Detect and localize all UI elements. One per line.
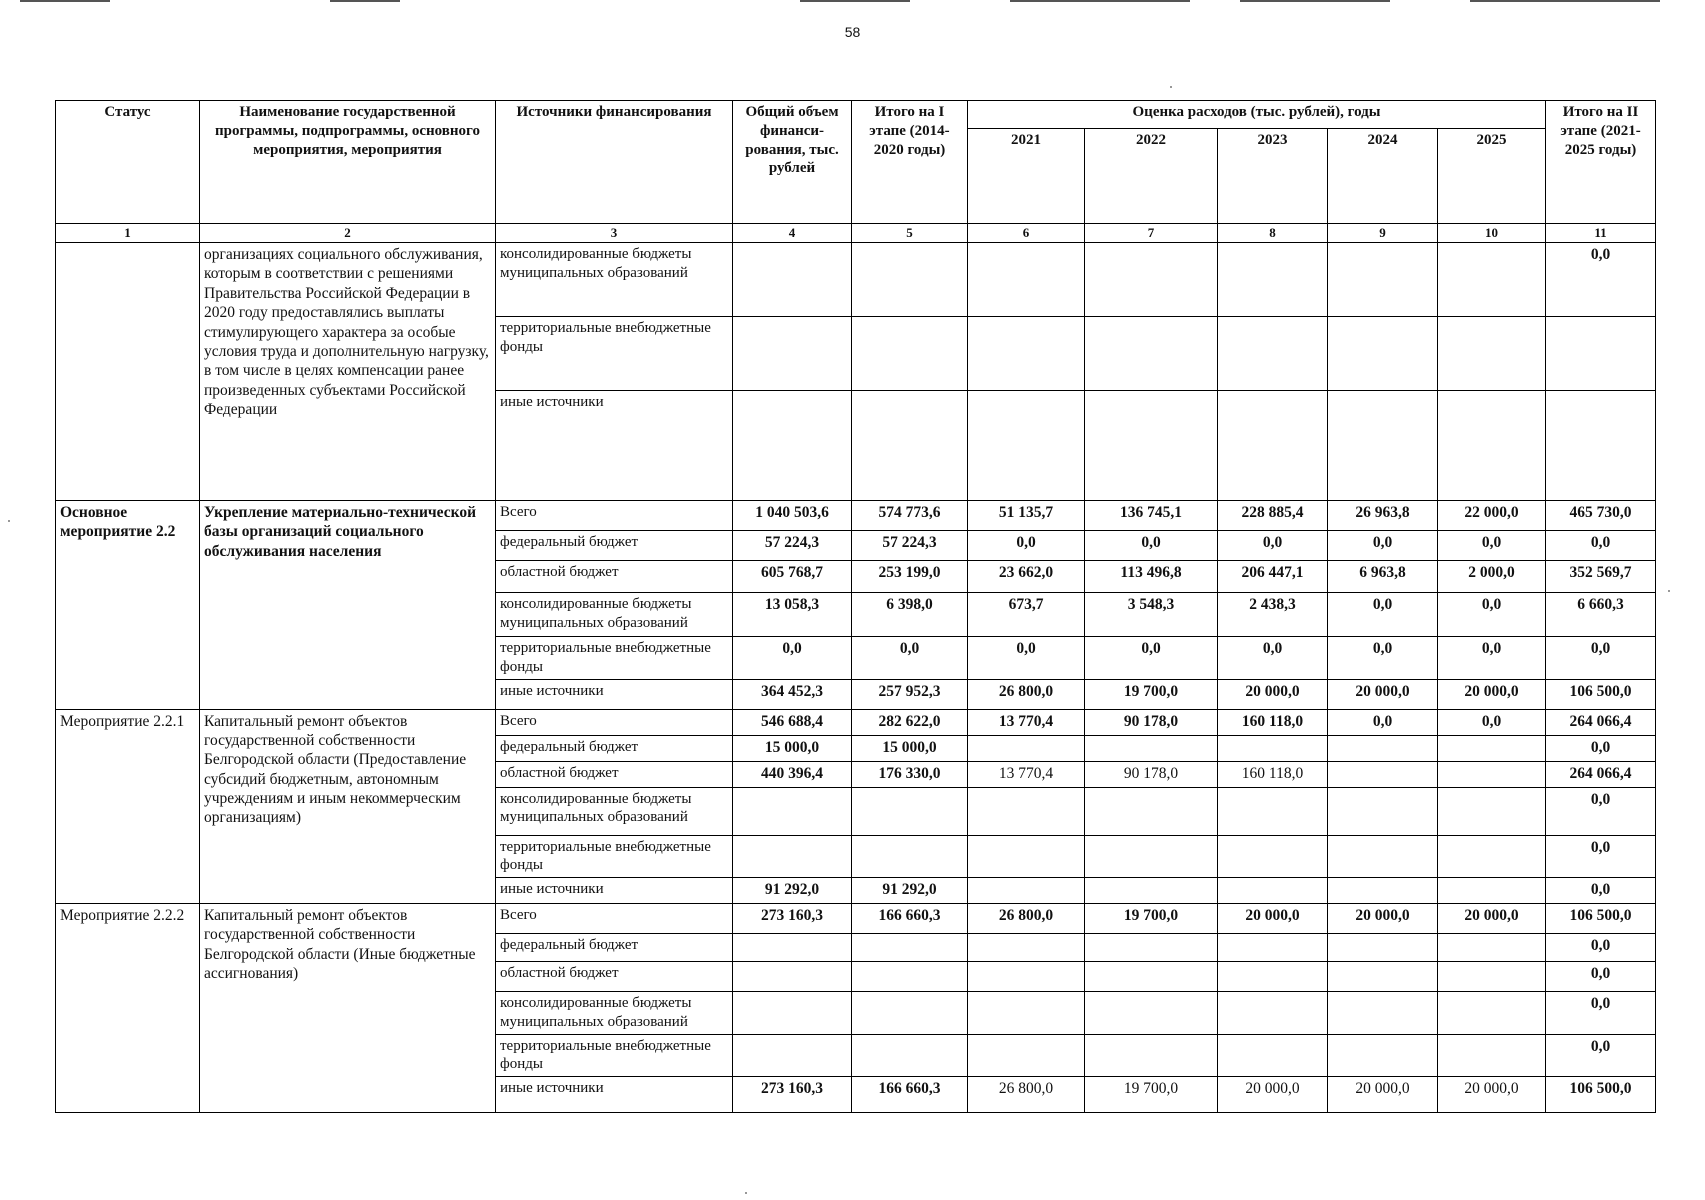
value-cell	[1218, 787, 1328, 835]
value-cell	[968, 992, 1085, 1035]
value-cell	[1328, 992, 1438, 1035]
value-cell: 228 885,4	[1218, 501, 1328, 531]
value-cell	[1328, 787, 1438, 835]
value-cell: 90 178,0	[1085, 709, 1218, 735]
value-cell: 273 160,3	[733, 1077, 852, 1113]
value-cell: 23 662,0	[968, 561, 1085, 593]
value-cell: 0,0	[1546, 992, 1656, 1035]
value-cell	[1218, 243, 1328, 317]
value-cell: 176 330,0	[852, 761, 968, 787]
source-cell: областной бюджет	[496, 561, 733, 593]
value-cell	[852, 1034, 968, 1077]
source-cell: областной бюджет	[496, 962, 733, 992]
source-cell: федеральный бюджет	[496, 531, 733, 561]
value-cell	[1438, 391, 1546, 501]
value-cell: 6 963,8	[1328, 561, 1438, 593]
value-cell: 0,0	[733, 637, 852, 680]
value-cell: 0,0	[1218, 531, 1328, 561]
value-cell: 166 660,3	[852, 1077, 968, 1113]
value-cell	[852, 787, 968, 835]
value-cell	[852, 243, 968, 317]
table-row	[56, 501, 1656, 531]
value-cell: 0,0	[968, 531, 1085, 561]
name-cell: Капитальный ремонт объектов государственной собственности Белгородской области (Предоставление субсидий бюджетным, автономным учреждениям и иным некоммерческим организациям)	[200, 709, 496, 904]
value-cell: 605 768,7	[733, 561, 852, 593]
value-cell	[1085, 243, 1218, 317]
value-cell: 20 000,0	[1438, 904, 1546, 934]
value-cell: 0,0	[1438, 593, 1546, 637]
source-cell: территориальные внебюджетные фонды	[496, 835, 733, 878]
source-cell: территориальные внебюджетные фонды	[496, 317, 733, 391]
value-cell	[1438, 835, 1546, 878]
value-cell	[733, 835, 852, 878]
value-cell	[1438, 934, 1546, 962]
value-cell: 13 770,4	[968, 709, 1085, 735]
value-cell	[968, 878, 1085, 904]
value-cell	[1085, 391, 1218, 501]
value-cell	[852, 391, 968, 501]
header-stage1: Итого на I этапе (2014-2020 годы)	[852, 101, 968, 224]
value-cell: 465 730,0	[1546, 501, 1656, 531]
value-cell	[1438, 787, 1546, 835]
table-row	[56, 709, 1656, 735]
value-cell: 20 000,0	[1328, 1077, 1438, 1113]
value-cell: 6 398,0	[852, 593, 968, 637]
source-cell: Всего	[496, 904, 733, 934]
value-cell	[1085, 962, 1218, 992]
value-cell: 0,0	[1438, 637, 1546, 680]
value-cell	[968, 962, 1085, 992]
column-number: 5	[852, 224, 968, 243]
value-cell: 106 500,0	[1546, 1077, 1656, 1113]
value-cell: 57 224,3	[733, 531, 852, 561]
value-cell	[1218, 962, 1328, 992]
source-cell: иные источники	[496, 878, 733, 904]
value-cell: 13 058,3	[733, 593, 852, 637]
header-year: 2023	[1218, 128, 1328, 223]
scan-top-rule	[1470, 0, 1660, 2]
value-cell: 0,0	[852, 637, 968, 680]
value-cell: 91 292,0	[852, 878, 968, 904]
header-year: 2021	[968, 128, 1085, 223]
value-cell	[852, 962, 968, 992]
value-cell	[968, 243, 1085, 317]
value-cell	[1438, 761, 1546, 787]
value-cell: 574 773,6	[852, 501, 968, 531]
source-cell: иные источники	[496, 679, 733, 709]
value-cell	[1085, 787, 1218, 835]
header-total: Общий объем финанси-рования, тыс. рублей	[733, 101, 852, 224]
source-cell: территориальные внебюджетные фонды	[496, 637, 733, 680]
value-cell: 0,0	[1546, 735, 1656, 761]
header-year: 2024	[1328, 128, 1438, 223]
value-cell: 673,7	[968, 593, 1085, 637]
value-cell	[1328, 878, 1438, 904]
value-cell: 22 000,0	[1438, 501, 1546, 531]
scan-top-rule	[330, 0, 400, 2]
name-cell: организациях социального обслуживания, которым в соответствии с решениями Правительства Российской Федерации в 2020 году предоставлялись выплаты стимулирующего характера за особые условия труда и дополнительную нагрузку, в том числе в целях компенсации ранее произведенных субъектами Российской Федерации	[200, 243, 496, 501]
column-number: 2	[200, 224, 496, 243]
source-cell: Всего	[496, 709, 733, 735]
value-cell	[733, 992, 852, 1035]
value-cell: 0,0	[1328, 593, 1438, 637]
value-cell	[1438, 735, 1546, 761]
value-cell: 0,0	[1546, 637, 1656, 680]
status-cell: Мероприятие 2.2.2	[56, 904, 200, 1113]
column-number: 9	[1328, 224, 1438, 243]
status-cell: Основное мероприятие 2.2	[56, 501, 200, 710]
column-number: 8	[1218, 224, 1328, 243]
value-cell: 364 452,3	[733, 679, 852, 709]
value-cell	[968, 1034, 1085, 1077]
table-header-row	[56, 101, 1656, 129]
value-cell: 26 800,0	[968, 1077, 1085, 1113]
value-cell	[968, 934, 1085, 962]
value-cell	[1438, 962, 1546, 992]
column-number: 3	[496, 224, 733, 243]
scan-top-rule	[1240, 0, 1390, 2]
header-stage2: Итого на II этапе (2021-2025 годы)	[1546, 101, 1656, 224]
value-cell	[733, 787, 852, 835]
value-cell	[733, 391, 852, 501]
source-cell: консолидированные бюджеты муниципальных образований	[496, 593, 733, 637]
value-cell: 273 160,3	[733, 904, 852, 934]
value-cell	[733, 1034, 852, 1077]
budget-table	[55, 100, 1656, 1113]
value-cell: 20 000,0	[1218, 1077, 1328, 1113]
value-cell	[1328, 391, 1438, 501]
value-cell: 0,0	[1546, 1034, 1656, 1077]
value-cell: 0,0	[1438, 531, 1546, 561]
status-cell	[56, 243, 200, 501]
value-cell	[968, 835, 1085, 878]
table-row	[56, 904, 1656, 934]
value-cell: 26 800,0	[968, 904, 1085, 934]
value-cell: 0,0	[1546, 531, 1656, 561]
source-cell: федеральный бюджет	[496, 934, 733, 962]
source-cell: Всего	[496, 501, 733, 531]
value-cell: 113 496,8	[1085, 561, 1218, 593]
column-number-row	[56, 224, 1656, 243]
value-cell: 0,0	[1546, 878, 1656, 904]
value-cell: 15 000,0	[852, 735, 968, 761]
value-cell	[1328, 934, 1438, 962]
value-cell: 106 500,0	[1546, 904, 1656, 934]
source-cell: иные источники	[496, 1077, 733, 1113]
value-cell: 264 066,4	[1546, 709, 1656, 735]
value-cell: 0,0	[1218, 637, 1328, 680]
value-cell	[1438, 878, 1546, 904]
value-cell: 20 000,0	[1438, 1077, 1546, 1113]
value-cell	[852, 992, 968, 1035]
value-cell: 264 066,4	[1546, 761, 1656, 787]
value-cell	[1218, 317, 1328, 391]
value-cell	[1218, 835, 1328, 878]
value-cell: 166 660,3	[852, 904, 968, 934]
value-cell: 90 178,0	[1085, 761, 1218, 787]
source-cell: областной бюджет	[496, 761, 733, 787]
value-cell	[852, 934, 968, 962]
value-cell: 19 700,0	[1085, 679, 1218, 709]
value-cell: 0,0	[1085, 637, 1218, 680]
value-cell	[1546, 317, 1656, 391]
value-cell	[1085, 878, 1218, 904]
value-cell	[1438, 317, 1546, 391]
value-cell: 257 952,3	[852, 679, 968, 709]
value-cell	[1085, 835, 1218, 878]
value-cell	[852, 835, 968, 878]
value-cell	[1438, 1034, 1546, 1077]
name-cell: Капитальный ремонт объектов государственной собственности Белгородской области (Иные бюджетные ассигнования)	[200, 904, 496, 1113]
value-cell: 19 700,0	[1085, 1077, 1218, 1113]
value-cell	[1328, 317, 1438, 391]
value-cell	[1218, 735, 1328, 761]
value-cell	[1328, 1034, 1438, 1077]
value-cell: 206 447,1	[1218, 561, 1328, 593]
value-cell: 19 700,0	[1085, 904, 1218, 934]
value-cell	[1218, 992, 1328, 1035]
value-cell: 440 396,4	[733, 761, 852, 787]
value-cell: 1 040 503,6	[733, 501, 852, 531]
value-cell	[1085, 934, 1218, 962]
scan-speck	[1668, 590, 1670, 592]
value-cell	[968, 735, 1085, 761]
value-cell: 26 963,8	[1328, 501, 1438, 531]
value-cell: 0,0	[1546, 243, 1656, 317]
value-cell	[1218, 391, 1328, 501]
value-cell: 20 000,0	[1218, 679, 1328, 709]
header-year: 2025	[1438, 128, 1546, 223]
source-cell: консолидированные бюджеты муниципальных образований	[496, 787, 733, 835]
scan-speck	[745, 1192, 747, 1194]
value-cell	[1085, 317, 1218, 391]
column-number: 10	[1438, 224, 1546, 243]
value-cell	[852, 317, 968, 391]
value-cell: 57 224,3	[852, 531, 968, 561]
source-cell: консолидированные бюджеты муниципальных образований	[496, 243, 733, 317]
header-sources: Источники финансирования	[496, 101, 733, 224]
column-number: 7	[1085, 224, 1218, 243]
source-cell: территориальные внебюджетные фонды	[496, 1034, 733, 1077]
value-cell: 26 800,0	[968, 679, 1085, 709]
source-cell: консолидированные бюджеты муниципальных образований	[496, 992, 733, 1035]
value-cell: 0,0	[1085, 531, 1218, 561]
value-cell	[1085, 1034, 1218, 1077]
value-cell	[1328, 962, 1438, 992]
value-cell	[733, 934, 852, 962]
value-cell: 91 292,0	[733, 878, 852, 904]
name-cell: Укрепление материально-технической базы организаций социального обслуживания населения	[200, 501, 496, 710]
header-estimate: Оценка расходов (тыс. рублей), годы	[968, 101, 1546, 129]
value-cell: 546 688,4	[733, 709, 852, 735]
value-cell: 160 118,0	[1218, 761, 1328, 787]
value-cell: 136 745,1	[1085, 501, 1218, 531]
scan-speck	[8, 520, 10, 522]
value-cell	[1328, 761, 1438, 787]
value-cell	[1085, 992, 1218, 1035]
scan-speck	[1170, 86, 1172, 88]
value-cell: 20 000,0	[1328, 679, 1438, 709]
value-cell: 282 622,0	[852, 709, 968, 735]
value-cell: 6 660,3	[1546, 593, 1656, 637]
source-cell: иные источники	[496, 391, 733, 501]
value-cell: 0,0	[1438, 709, 1546, 735]
header-year: 2022	[1085, 128, 1218, 223]
value-cell: 352 569,7	[1546, 561, 1656, 593]
value-cell	[733, 243, 852, 317]
value-cell: 13 770,4	[968, 761, 1085, 787]
status-cell: Мероприятие 2.2.1	[56, 709, 200, 904]
value-cell	[968, 391, 1085, 501]
value-cell: 0,0	[968, 637, 1085, 680]
value-cell	[733, 317, 852, 391]
table-row	[56, 243, 1656, 317]
value-cell	[1438, 992, 1546, 1035]
column-number: 6	[968, 224, 1085, 243]
value-cell	[1218, 878, 1328, 904]
scan-top-rule	[800, 0, 910, 2]
value-cell: 20 000,0	[1218, 904, 1328, 934]
column-number: 11	[1546, 224, 1656, 243]
value-cell: 20 000,0	[1328, 904, 1438, 934]
value-cell: 15 000,0	[733, 735, 852, 761]
value-cell: 20 000,0	[1438, 679, 1546, 709]
column-number: 4	[733, 224, 852, 243]
value-cell	[968, 317, 1085, 391]
value-cell: 2 438,3	[1218, 593, 1328, 637]
scan-top-rule	[1010, 0, 1190, 2]
value-cell	[1085, 735, 1218, 761]
value-cell: 253 199,0	[852, 561, 968, 593]
value-cell	[1328, 735, 1438, 761]
value-cell: 106 500,0	[1546, 679, 1656, 709]
value-cell	[1328, 835, 1438, 878]
value-cell	[733, 962, 852, 992]
value-cell: 0,0	[1546, 962, 1656, 992]
value-cell	[1438, 243, 1546, 317]
value-cell: 0,0	[1546, 934, 1656, 962]
value-cell	[1218, 1034, 1328, 1077]
value-cell	[968, 787, 1085, 835]
value-cell: 0,0	[1328, 637, 1438, 680]
value-cell: 0,0	[1546, 787, 1656, 835]
header-name: Наименование государственной программы, подпрограммы, основного мероприятия, мероприятия	[200, 101, 496, 224]
source-cell: федеральный бюджет	[496, 735, 733, 761]
value-cell: 51 135,7	[968, 501, 1085, 531]
value-cell: 0,0	[1328, 531, 1438, 561]
value-cell	[1218, 934, 1328, 962]
value-cell	[1546, 391, 1656, 501]
value-cell: 3 548,3	[1085, 593, 1218, 637]
column-number: 1	[56, 224, 200, 243]
value-cell	[1328, 243, 1438, 317]
value-cell: 0,0	[1328, 709, 1438, 735]
scan-top-rule	[20, 0, 110, 2]
value-cell: 0,0	[1546, 835, 1656, 878]
page-number: 58	[844, 24, 861, 40]
value-cell: 2 000,0	[1438, 561, 1546, 593]
value-cell: 160 118,0	[1218, 709, 1328, 735]
header-status: Статус	[56, 101, 200, 224]
